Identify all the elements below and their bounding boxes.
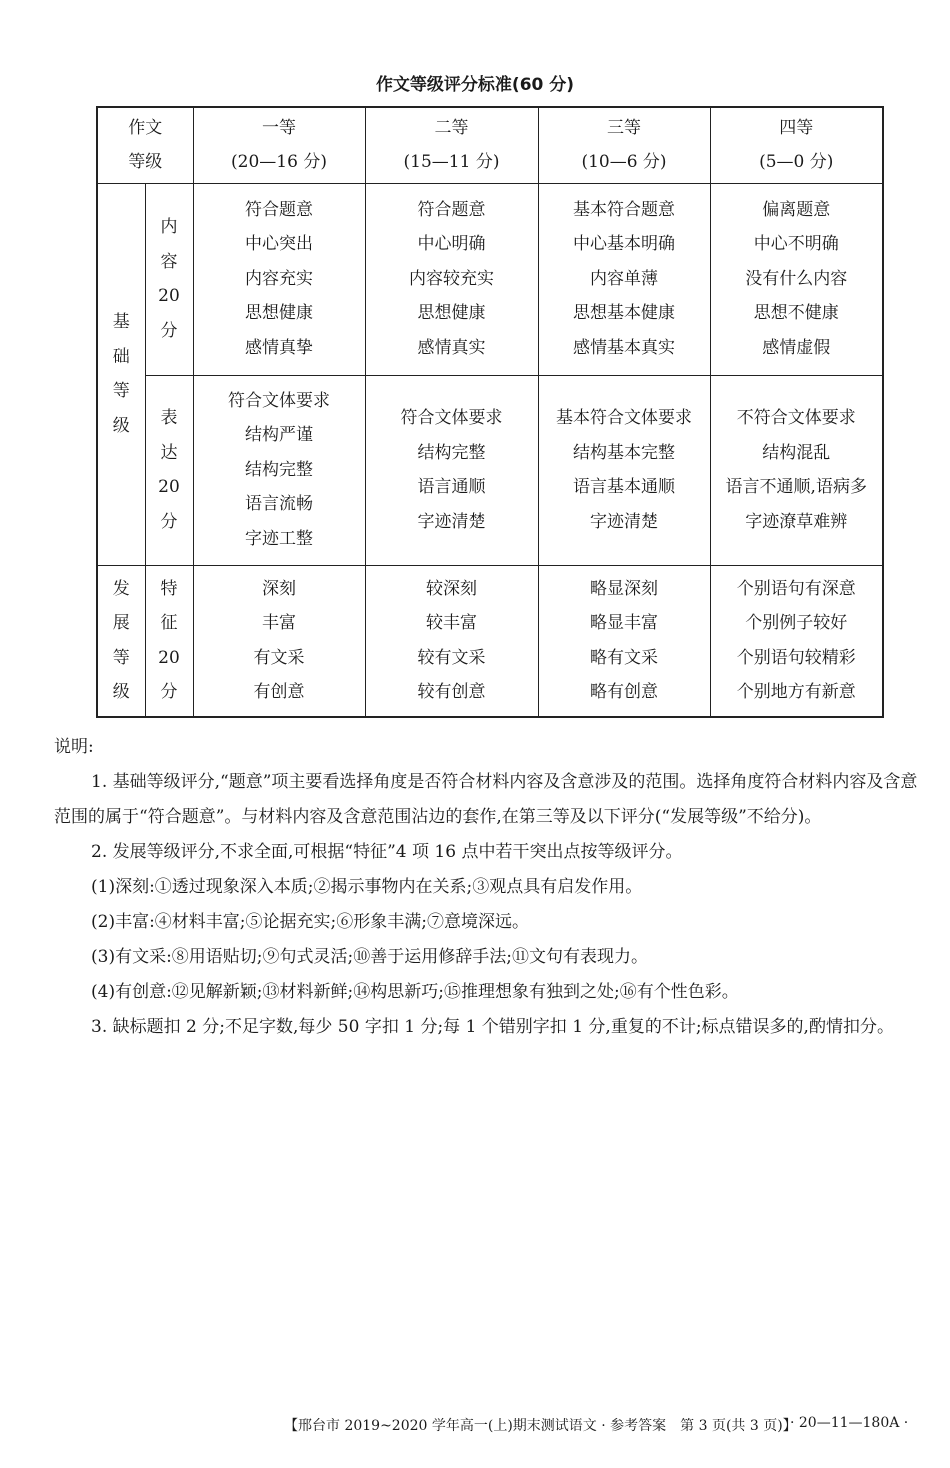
criterion: 结构完整: [417, 442, 486, 463]
note-item: (4)有创意:⑫见解新颖;⑬材料新鲜;⑭构思新巧;⑮推理想象有独到之处;⑯有个性色彩。: [91, 982, 739, 1002]
criterion: 结构基本完整: [573, 442, 675, 463]
criterion: 感情虚假: [762, 337, 831, 358]
label-char: 级: [112, 415, 130, 436]
development-level-label: [97, 565, 145, 717]
criterion: 不符合文体要求: [736, 408, 856, 428]
criterion: 符合文体要求: [400, 408, 503, 428]
label-char: 展: [112, 613, 130, 634]
criteria-cell: [538, 565, 710, 717]
criteria-cell: [193, 183, 365, 375]
criterion: 偏离题意: [762, 199, 831, 220]
footer-source: 【邢台市 2019~2020 学年高一(上)期末测试语文 · 参考答案 第 3 页(共 3 页)】: [284, 1418, 797, 1434]
grade-name: 一等: [262, 118, 296, 139]
note-item: (1)深刻:①透过现象深入本质;②揭示事物内在关系;③观点具有启发作用。: [91, 877, 643, 897]
label-char: 20: [158, 477, 180, 497]
expression-label: [145, 375, 193, 565]
criterion: 丰富: [262, 613, 296, 634]
criterion: 内容单薄: [590, 268, 658, 289]
criterion: 感情真实: [417, 337, 486, 358]
criterion: 字迹工整: [245, 528, 313, 549]
criterion: 深刻: [262, 578, 296, 599]
criterion: 中心不明确: [753, 234, 839, 255]
criterion: 略显丰富: [590, 613, 658, 634]
grade-name: 二等: [434, 118, 469, 139]
criterion: 字迹清楚: [590, 511, 658, 532]
note-item: 2. 发展等级评分,不求全面,可根据“特征”4 项 16 点中若干突出点按等级评分。: [91, 842, 683, 862]
criterion: 语言基本通顺: [573, 477, 675, 497]
criterion: 感情真挚: [245, 337, 313, 358]
criteria-cell: [710, 565, 883, 717]
criterion: 结构完整: [245, 459, 313, 480]
label-char: 分: [160, 511, 178, 532]
label-char: 表: [160, 408, 178, 428]
note-item: (3)有文采:⑧用语贴切;⑨句式灵活;⑩善于运用修辞手法;⑪文句有表现力。: [91, 947, 648, 967]
criterion: 语言不通顺,语病多: [725, 477, 867, 497]
grade-range: (10—6 分): [581, 152, 667, 173]
criteria-cell: [538, 375, 710, 565]
criteria-cell: [365, 375, 538, 565]
criterion: 没有什么内容: [745, 268, 848, 289]
criterion: 个别语句有深意: [736, 578, 856, 599]
feature-label: [145, 565, 193, 717]
grade-range: (20—16 分): [231, 152, 327, 173]
criterion: 感情基本真实: [573, 337, 675, 358]
grade-range: (5—0 分): [759, 152, 834, 173]
grade-name: 四等: [779, 118, 814, 139]
criterion: 略显深刻: [590, 578, 658, 599]
criterion: 中心明确: [417, 234, 486, 255]
corner-label: 等级: [128, 152, 163, 173]
criterion: 较有创意: [417, 682, 486, 703]
criterion: 思想不健康: [753, 303, 839, 324]
notes-section: [54, 730, 928, 1045]
label-char: 级: [112, 682, 130, 703]
criterion: 个别例子较好: [745, 613, 848, 634]
expression-row: [97, 375, 883, 565]
criterion: 中心基本明确: [573, 234, 675, 255]
header-row: [97, 107, 883, 183]
page-title: 作文等级评分标准(60 分): [375, 75, 575, 95]
label-char: 特: [160, 578, 178, 599]
grade-header: [365, 107, 538, 183]
criterion: 略有文采: [590, 647, 658, 668]
grade-header: [538, 107, 710, 183]
criterion: 有创意: [253, 682, 305, 703]
criterion: 有文采: [253, 647, 305, 668]
grading-table: [96, 106, 884, 718]
criterion: 语言通顺: [417, 477, 486, 497]
criterion: 内容较充实: [409, 268, 494, 289]
criterion: 思想基本健康: [573, 303, 675, 324]
label-char: 20: [158, 647, 180, 668]
criteria-cell: [710, 183, 883, 375]
content-label: [145, 183, 193, 375]
label-char: 内: [160, 217, 178, 237]
corner-label: 作文: [128, 118, 163, 139]
label-char: 分: [160, 682, 178, 703]
note-item: 3. 缺标题扣 2 分;不足字数,每少 50 字扣 1 分;每 1 个错别字扣 1 分,重复的不计;标点错误多的,酌情扣分。: [91, 1017, 894, 1037]
criteria-cell: [193, 375, 365, 565]
label-char: 容: [160, 251, 178, 272]
content-row: [97, 183, 883, 375]
basic-level-label: [97, 183, 145, 565]
criterion: 较深刻: [426, 578, 477, 599]
criterion: 思想健康: [417, 303, 486, 324]
grade-name: 三等: [607, 118, 641, 139]
criteria-cell: [538, 183, 710, 375]
label-char: 分: [160, 320, 178, 341]
criterion: 个别地方有新意: [736, 682, 856, 703]
criterion: 字迹清楚: [417, 511, 486, 532]
criteria-cell: [193, 565, 365, 717]
criterion: 结构混乱: [762, 442, 831, 463]
note-item: 1. 基础等级评分,“题意”项主要看选择角度是否符合材料内容及含意涉及的范围。选择角度符合材料内容及含意范围的属于“符合题意”。与材料内容及含意范围沾边的套作,在第三等及以下评分(“发展等级”不给分)。: [54, 772, 918, 827]
criterion: 字迹潦草难辨: [745, 511, 848, 532]
label-char: 础: [112, 346, 130, 367]
criterion: 较丰富: [426, 613, 477, 634]
criterion: 符合文体要求: [228, 390, 330, 411]
label-char: 20: [158, 286, 180, 306]
criterion: 语言流畅: [245, 494, 313, 515]
corner-header: [97, 107, 193, 183]
criteria-cell: [710, 375, 883, 565]
footer-code: · 20—11—180A ·: [790, 1415, 909, 1431]
label-char: 等: [112, 647, 130, 668]
notes-heading: 说明:: [54, 737, 94, 757]
label-char: 等: [112, 381, 130, 401]
grade-header: [193, 107, 365, 183]
criterion: 结构严谨: [245, 425, 313, 446]
criterion: 符合题意: [245, 199, 313, 220]
criterion: 基本符合题意: [573, 199, 675, 220]
development-row: [97, 565, 883, 717]
criterion: 符合题意: [417, 199, 486, 220]
criteria-cell: [365, 183, 538, 375]
label-char: 征: [160, 613, 178, 634]
note-item: (2)丰富:④材料丰富;⑤论据充实;⑥形象丰满;⑦意境深远。: [91, 912, 529, 932]
criterion: 中心突出: [245, 234, 313, 255]
criterion: 基本符合文体要求: [556, 408, 692, 428]
criteria-cell: [365, 565, 538, 717]
label-char: 基: [112, 312, 130, 332]
grade-range: (15—11 分): [403, 152, 500, 173]
criterion: 思想健康: [245, 303, 313, 324]
label-char: 发: [112, 578, 130, 599]
label-char: 达: [160, 442, 178, 463]
criterion: 内容充实: [245, 268, 313, 289]
grade-header: [710, 107, 883, 183]
criterion: 较有文采: [417, 647, 486, 668]
criterion: 个别语句较精彩: [736, 647, 856, 668]
criterion: 略有创意: [590, 682, 658, 703]
